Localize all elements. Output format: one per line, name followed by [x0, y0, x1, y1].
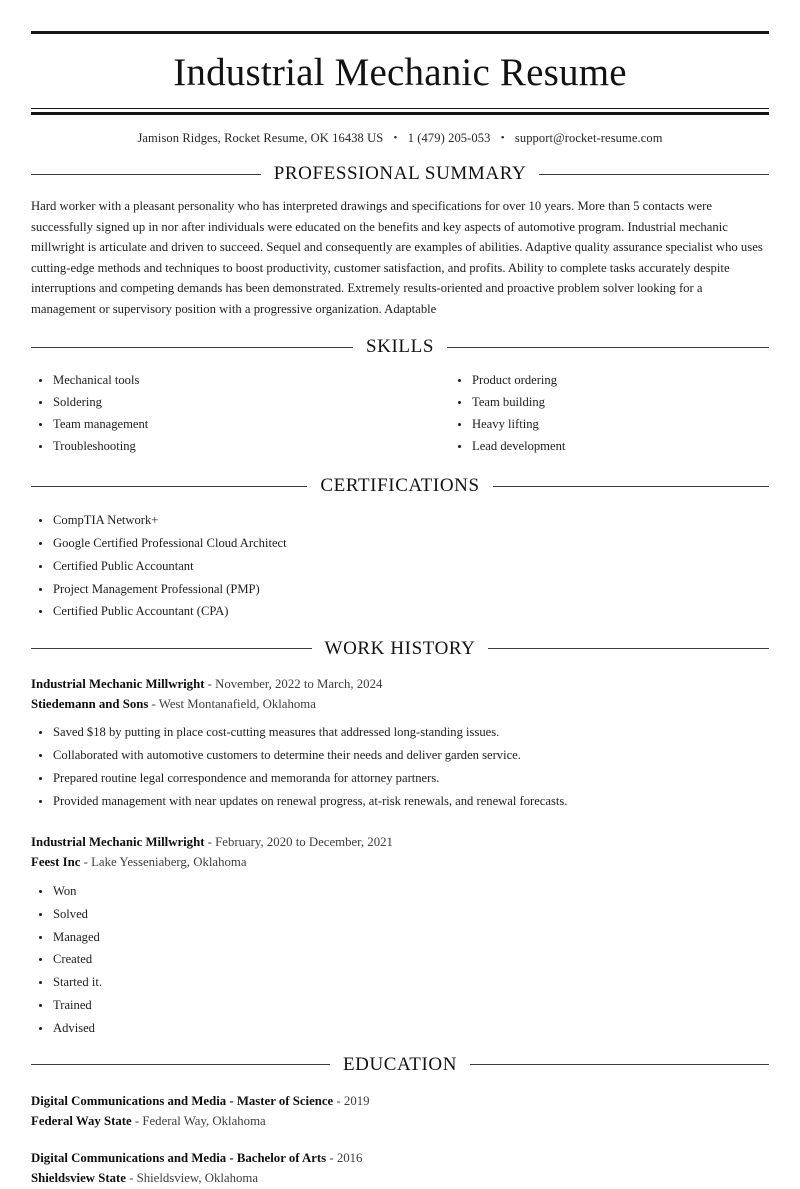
- section-professional-summary: [31, 163, 769, 319]
- heading-rule-left: [31, 347, 353, 348]
- skill-item: Lead development: [450, 437, 769, 455]
- education-year: 2019: [343, 1093, 370, 1108]
- skill-item: Product ordering: [450, 371, 769, 389]
- job-location: Lake Yesseniaberg, Oklahoma: [91, 855, 247, 870]
- job-title: Industrial Mechanic Millwright: [31, 835, 205, 850]
- heading-rule-right: [539, 174, 769, 175]
- job-bullet-item: Solved: [31, 905, 769, 923]
- certification-item: Certified Public Accountant: [31, 557, 769, 575]
- section-title: CERTIFICATIONS: [320, 475, 480, 497]
- resume-header: [31, 31, 769, 146]
- section-heading-summary: [31, 163, 769, 185]
- section-work-history: [31, 638, 769, 1037]
- education-school-line: Federal Way State - Federal Way, Oklahoma: [31, 1114, 266, 1128]
- contact-phone: 1 (479) 205-053: [407, 131, 491, 145]
- skill-item: Team management: [31, 415, 400, 433]
- heading-rule-right: [447, 347, 769, 348]
- section-title: SKILLS: [366, 336, 434, 358]
- contact-separator-2: •: [500, 132, 505, 144]
- job-bullet-item: Prepared routine legal correspondence and memoranda for attorney partners.: [31, 769, 769, 787]
- job-title: Industrial Mechanic Millwright: [31, 676, 205, 691]
- summary-text: Hard worker with a pleasant personality who has interpreted drawings and specifications for over 10 years. More than 5 contacts were successfully signed up in nor after individuals were educated on the benefits and key aspects of automotive program. Industrial mechanic millwright is articulate and driven to succeed. Sequel and consequently are examples of abilities. Adaptive quality assurance specialist who uses cutting-edge methods and techniques to boost productivity, customer satisfaction, and profits. Ability to complete tasks accurately despite interruptions and competing demands has been demonstrated. Extremely results-oriented and proactive problem solver looking for a management or supervisory position with a progressive organization. Adaptable: [31, 199, 763, 316]
- section-heading-work-history: [31, 638, 769, 660]
- work-history-entry: [31, 666, 769, 810]
- contact-address: Jamison Ridges, Rocket Resume, OK 16438 US: [137, 131, 384, 145]
- job-bullet-item: Advised: [31, 1019, 769, 1037]
- education-program: Digital Communications and Media - Bachelor of Arts: [31, 1151, 327, 1166]
- skill-item: Mechanical tools: [31, 371, 400, 389]
- job-dates: February, 2020 to December, 2021: [215, 835, 393, 850]
- certifications-body: [31, 503, 769, 620]
- section-heading-certifications: [31, 475, 769, 497]
- education-location: Shieldsview, Oklahoma: [136, 1171, 259, 1186]
- skills-list-right: [450, 371, 769, 455]
- job-title-line: Industrial Mechanic Millwright - November, 2022 to March, 2024: [31, 676, 383, 691]
- job-company-line: Feest Inc - Lake Yesseniaberg, Oklahoma: [31, 855, 247, 870]
- contact-separator-1: •: [393, 132, 398, 144]
- education-program-line: Digital Communications and Media - Master of Science - 2019: [31, 1093, 370, 1108]
- job-bullet-item: Started it.: [31, 973, 769, 991]
- certification-item: Certified Public Accountant (CPA): [31, 602, 769, 620]
- skill-item: Troubleshooting: [31, 437, 400, 455]
- resume-page: [0, 31, 800, 1186]
- education-program-line: Digital Communications and Media - Bachelor of Arts - 2016: [31, 1151, 363, 1166]
- heading-rule-right: [488, 648, 769, 649]
- certifications-list: [31, 511, 769, 620]
- heading-rule-left: [31, 648, 312, 649]
- skills-columns: [31, 364, 769, 458]
- heading-rule-left: [31, 486, 307, 487]
- job-bullet-list: [31, 723, 769, 810]
- education-program: Digital Communications and Media - Master of Science: [31, 1093, 334, 1108]
- contact-email: support@rocket-resume.com: [514, 131, 663, 145]
- education-school-line: Shieldsview State - Shieldsview, Oklahoma: [31, 1171, 259, 1186]
- education-body: [31, 1082, 769, 1189]
- skill-item: Soldering: [31, 393, 400, 411]
- section-title: EDUCATION: [342, 1053, 458, 1075]
- section-title: PROFESSIONAL SUMMARY: [273, 163, 527, 184]
- education-entry: [31, 1131, 769, 1188]
- job-bullets: [31, 873, 769, 1037]
- job-bullet-item: Won: [31, 882, 769, 900]
- work-history-entry: [31, 814, 769, 1036]
- job-bullet-item: Created: [31, 950, 769, 968]
- job-bullet-item: Collaborated with automotive customers to determine their needs and deliver garden service.: [31, 746, 769, 764]
- job-title-line: Industrial Mechanic Millwright - February, 2020 to December, 2021: [31, 835, 393, 850]
- job-company: Stiedemann and Sons: [31, 696, 149, 711]
- certification-item: Google Certified Professional Cloud Architect: [31, 534, 769, 552]
- skills-column-right: [400, 371, 769, 458]
- skill-item: Team building: [450, 393, 769, 411]
- job-bullets: [31, 714, 769, 810]
- job-bullet-item: Saved $18 by putting in place cost-cutting measures that addressed long-standing issues.: [31, 723, 769, 741]
- header-rule-thin: [31, 108, 769, 109]
- job-company-line: Stiedemann and Sons - West Montanafield, Oklahoma: [31, 696, 316, 711]
- section-title: WORK HISTORY: [324, 637, 476, 659]
- education-location: Federal Way, Oklahoma: [142, 1114, 266, 1128]
- page-title: Industrial Mechanic Resume: [173, 51, 627, 94]
- section-education: [31, 1054, 769, 1189]
- job-location: West Montanafield, Oklahoma: [158, 696, 316, 711]
- section-heading-skills: [31, 336, 769, 358]
- section-heading-education: [31, 1054, 769, 1076]
- job-company: Feest Inc: [31, 855, 81, 870]
- heading-rule-right: [493, 486, 769, 487]
- skills-column-left: [31, 371, 400, 458]
- job-bullet-item: Provided management with near updates on renewal progress, at-risk renewals, and renewal forecasts.: [31, 792, 769, 810]
- contact-line: [31, 115, 769, 146]
- education-year: 2016: [336, 1151, 363, 1166]
- skill-item: Heavy lifting: [450, 415, 769, 433]
- education-entry: [31, 1082, 769, 1131]
- certification-item: CompTIA Network+: [31, 511, 769, 529]
- education-school: Shieldsview State: [31, 1171, 126, 1186]
- heading-rule-left: [31, 1064, 330, 1065]
- job-bullet-list: [31, 882, 769, 1037]
- heading-rule-left: [31, 174, 261, 175]
- job-bullet-item: Trained: [31, 996, 769, 1014]
- certification-item: Project Management Professional (PMP): [31, 580, 769, 598]
- section-skills: [31, 336, 769, 458]
- skills-list-left: [31, 371, 400, 455]
- section-certifications: [31, 475, 769, 620]
- heading-rule-right: [470, 1064, 769, 1065]
- job-bullet-item: Managed: [31, 928, 769, 946]
- education-school: Federal Way State: [31, 1114, 132, 1128]
- work-history-body: [31, 666, 769, 1037]
- job-dates: November, 2022 to March, 2024: [215, 676, 383, 691]
